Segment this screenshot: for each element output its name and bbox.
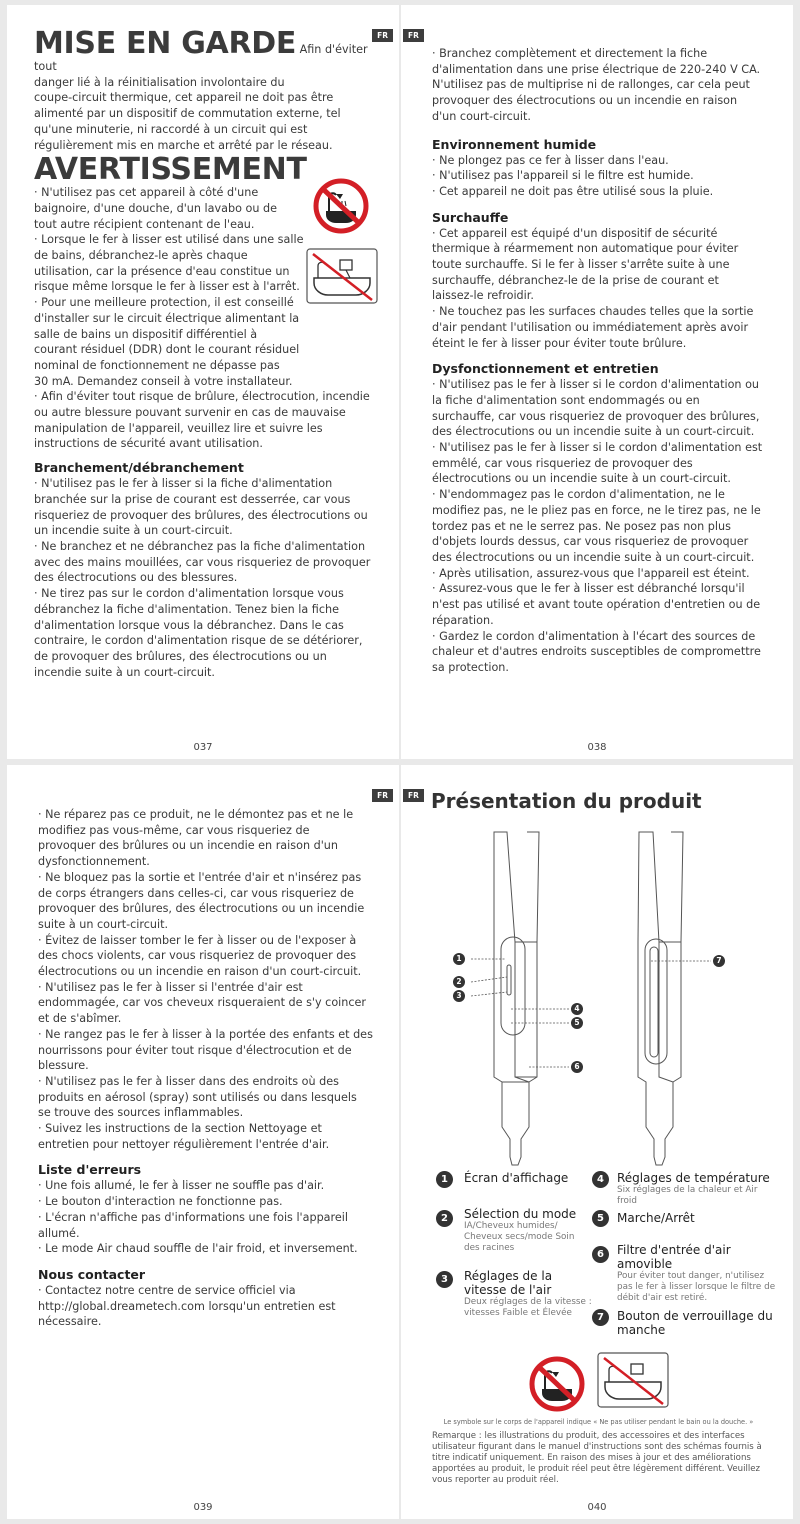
legend-sub: Deux réglages de la vitesse : xyxy=(464,1297,592,1307)
body-line: · N'utilisez pas le fer à lisser dans des endroits où des xyxy=(38,1074,339,1088)
body-line: · Assurez-vous que le fer à lisser est débranché lorsqu'il xyxy=(432,582,745,596)
remark-line: vous reporter au produit réel. xyxy=(432,1475,559,1485)
legend-label: Écran d'affichage xyxy=(464,1171,569,1185)
body-line: d'installer sur le circuit électrique alimentant la xyxy=(34,311,300,325)
body-line: de bains, débranchez-le après chaque xyxy=(34,249,248,263)
nous-contacter-body xyxy=(38,1283,383,1330)
legend-2 xyxy=(464,1207,594,1254)
body-line: · Après utilisation, assurez-vous que l'appareil est éteint. xyxy=(432,566,750,580)
callout-1: 1 xyxy=(453,953,465,965)
body-line: · Évitez de laisser tomber le fer à lisser ou de l'exposer à xyxy=(38,933,357,947)
intro-body xyxy=(432,46,782,125)
body-line: des électrocutions ou un incendie suite à un court-circuit. xyxy=(432,425,755,439)
branchement-title: Branchement/débranchement xyxy=(34,460,244,476)
body-line: · Ne rangez pas le fer à lisser à la portée des enfants et des xyxy=(38,1027,373,1041)
body-line: des électrocutions ou des blessures. xyxy=(34,571,238,585)
dysfonctionnement-title: Dysfonctionnement et entretien xyxy=(432,361,659,377)
body-line: · Suivez les instructions de la section Nettoyage et xyxy=(38,1122,322,1136)
body-line: d'objets lourds dessus, car vous risqueriez de provoquer xyxy=(432,535,749,549)
callout-4: 4 xyxy=(571,1003,583,1015)
body-line: qu'une minuterie, ni raccordé à un circuit qui est xyxy=(34,122,308,136)
body-line: manipulation de l'appareil, veuillez lire et suivre les xyxy=(34,421,323,435)
body-line: et de s'abîmer. xyxy=(38,1012,122,1026)
body-line: éteint le fer à lisser pour éviter toute brûlure. xyxy=(432,336,687,350)
body-line: utilisation, car la présence d'eau constitue un xyxy=(34,264,290,278)
body-line: emmêlé, car vous risqueriez de provoquer des xyxy=(432,456,693,470)
legend-5 xyxy=(617,1211,782,1225)
callout-2: 2 xyxy=(453,976,465,988)
body-line: · Le mode Air chaud souffle de l'air froid, et inversement. xyxy=(38,1242,358,1256)
legend-label: Sélection du mode xyxy=(464,1207,577,1221)
body-line: risque même lorsque le fer à lisser est à l'arrêt. xyxy=(34,280,300,294)
callout-5: 5 xyxy=(571,1017,583,1029)
legend-7 xyxy=(617,1309,782,1337)
body-line: salle de bains un dispositif différentiel à xyxy=(34,327,258,341)
legend-number-4: 4 xyxy=(592,1171,609,1188)
page-number: 037 xyxy=(193,742,213,753)
legend-sub: Cheveux secs/mode Soin xyxy=(464,1232,575,1242)
page-number: 038 xyxy=(587,742,607,753)
body-line: · Lorsque le fer à lisser est utilisé dans une salle xyxy=(34,233,304,247)
body-line: sa protection. xyxy=(432,660,509,674)
legend-6 xyxy=(617,1243,782,1304)
legend-number-7: 7 xyxy=(592,1309,609,1326)
surchauffe-body xyxy=(432,226,782,352)
body-line: suite à un court-circuit. xyxy=(38,917,169,931)
legend-sub: pas le fer à lisser lorsque le filtre de xyxy=(617,1282,776,1292)
legend-number-5: 5 xyxy=(592,1210,609,1227)
branchement-body xyxy=(34,476,379,680)
body-line: baignoire, d'une douche, d'un lavabo ou de xyxy=(34,201,277,215)
body-line: laissez-le refroidir. xyxy=(432,289,534,303)
body-line: réparation. xyxy=(432,613,494,627)
body-line: · Contactez notre centre de service officiel via xyxy=(38,1283,296,1297)
body-line: http://global.dreametech.com lorsqu'un entretien est xyxy=(38,1299,336,1313)
legend-number-1: 1 xyxy=(436,1171,453,1188)
body-line: · Branchez complètement et directement la fiche xyxy=(432,47,708,60)
body-line: de provoquer des brûlures, des électrocutions ou un xyxy=(34,649,327,663)
body-line: n'est pas utilisé et avant toute opération d'entretien ou de xyxy=(432,598,761,612)
surchauffe-title: Surchauffe xyxy=(432,209,509,225)
body-line: · Ne touchez pas les surfaces chaudes telles que la sortie xyxy=(432,305,754,319)
body-line: · Ne plongez pas ce fer à lisser dans l'eau. xyxy=(432,153,669,167)
body-line: · Pour une meilleure protection, il est conseillé xyxy=(34,296,294,310)
callout-6: 6 xyxy=(571,1061,583,1073)
legend-sub: vitesses Faible et Élevée xyxy=(464,1308,572,1318)
body-line: entretien pour nettoyer régulièrement l'entrée d'air. xyxy=(38,1137,330,1151)
body-line: dysfonctionnement. xyxy=(38,855,150,869)
body-line: · N'utilisez pas l'appareil si le filtre est humide. xyxy=(432,169,694,183)
body-line: surchauffe, débranchez-le de la prise de courant et xyxy=(432,273,719,287)
body-line: provoquer des électrocutions ou un incendie en raison xyxy=(432,94,738,108)
body-line: nourrissons pour éviter tout risque d'électrocution et de xyxy=(38,1043,352,1057)
symbol-caption: Le symbole sur le corps de l'appareil indique « Ne pas utiliser pendant le bain ou la douche. » xyxy=(443,1418,754,1426)
body-line: risqueriez de provoquer des brûlures, des électrocutions ou xyxy=(34,508,368,522)
page-number: 040 xyxy=(587,1502,607,1513)
body-line: coupe-circuit thermique, cet appareil ne doit pas être xyxy=(34,91,334,105)
avertissement-title: AVERTISSEMENT xyxy=(34,152,307,188)
body-line: un incendie suite à un court-circuit. xyxy=(34,524,233,538)
page-037-text xyxy=(34,26,379,680)
body-line: des électrocutions ou un incendie suite à un court-circuit. xyxy=(432,550,755,564)
mise-en-garde xyxy=(34,26,379,75)
legend-1 xyxy=(464,1171,594,1185)
legend-label: Réglages de la vitesse de l'air xyxy=(464,1269,553,1297)
language-badge: FR xyxy=(372,29,393,42)
body-line: se trouve des sources inflammables. xyxy=(38,1106,244,1120)
page-title: Présentation du produit xyxy=(431,789,702,813)
page-038 xyxy=(401,5,793,759)
body-line: contraire, le cordon d'alimentation risque de se détériorer, xyxy=(34,634,363,648)
body-line: · N'utilisez pas le fer à lisser si l'entrée d'air est xyxy=(38,980,303,994)
body-line: · Cet appareil ne doit pas être utilisé sous la pluie. xyxy=(432,184,714,198)
legend-label: Bouton de verrouillage du manche xyxy=(617,1309,773,1337)
body-line: toute surchauffe. Si le fer à lisser s'arrête suite à une xyxy=(432,258,730,272)
body-line: ou autre blessure pouvant survenir en cas de mauvaise xyxy=(34,406,346,420)
mise-en-garde-intro: Afin d'éviter tout xyxy=(34,43,368,73)
environnement-title: Environnement humide xyxy=(432,136,597,152)
page-038-text xyxy=(432,46,782,676)
legend-label: Réglages de température xyxy=(617,1171,770,1185)
body-line: · Gardez le cordon d'alimentation à l'écart des sources de xyxy=(432,629,756,643)
language-badge: FR xyxy=(403,789,424,802)
legend-sub: Six réglages de la chaleur et Air xyxy=(617,1185,758,1195)
language-badge: FR xyxy=(403,29,424,42)
body-line: d'alimentation lorsque vous la débranchez. Dans le cas xyxy=(34,618,344,632)
body-line: tout autre récipient contenant de l'eau. xyxy=(34,217,255,231)
body-line: branchée sur la prise de courant est desserrée, car vous xyxy=(34,492,351,506)
body-line: · N'utilisez pas le fer à lisser si le cordon d'alimentation ou xyxy=(432,378,760,392)
dysfonctionnement-body xyxy=(432,377,782,675)
body-line: · Le bouton d'interaction ne fonctionne pas. xyxy=(38,1195,283,1209)
legend-sub: froid xyxy=(617,1196,637,1206)
liste-erreurs-body xyxy=(38,1178,383,1257)
remark-line: utilisateur figurant dans le manuel d'instructions sont des schémas fournis à xyxy=(432,1442,762,1452)
page-040 xyxy=(401,765,793,1519)
body-line: chaleur et d'autres endroits susceptibles de compromettre xyxy=(432,645,761,659)
callout-3: 3 xyxy=(453,990,465,1002)
body-line: incendie suite à un court-circuit. xyxy=(34,665,215,679)
body-line: · Ne bloquez pas la sortie et l'entrée d'air et n'insérez pas xyxy=(38,870,362,884)
body-line: alimenté par un dispositif de commutation externe, tel xyxy=(34,107,341,121)
remark-line: titre indicatif uniquement. En raison des mises à jour et des améliorations xyxy=(432,1453,751,1463)
body-line: · Ne tirez pas sur le cordon d'alimentation lorsque vous xyxy=(34,587,344,601)
no-bath-appliance-icon xyxy=(306,248,378,304)
body-line: N'utilisez pas de multiprise ni de rallonges, car cela peut xyxy=(432,78,750,92)
body-line: d'alimentation dans une prise électrique de 220-240 V CA. xyxy=(432,62,761,76)
legend-sub: des racines xyxy=(464,1243,515,1253)
legend-label: Marche/Arrêt xyxy=(617,1211,695,1225)
body-line: endommagée, car vos cheveux risqueraient de s'y coincer xyxy=(38,996,366,1010)
body-line: électrocutions ou un incendie en raison d'un court-circuit. xyxy=(38,965,362,979)
page-039-text xyxy=(38,807,383,1330)
body-line: modifiez pas, ne le pliez pas en force, ne le tirez pas, ne le xyxy=(432,503,761,517)
legend-4 xyxy=(617,1171,782,1207)
body-line: allumé. xyxy=(38,1226,80,1240)
legend-3 xyxy=(464,1269,594,1319)
page-037 xyxy=(7,5,399,759)
body-line: nominal de fonctionnement ne dépasse pas xyxy=(34,358,280,372)
page-number: 039 xyxy=(193,1502,213,1513)
mise-en-garde-body xyxy=(34,75,379,154)
body-line: d'air pendant l'utilisation ou immédiatement après avoir xyxy=(432,320,749,334)
body-line: la fiche d'alimentation sont endommagés ou en xyxy=(432,393,700,407)
liste-erreurs-title: Liste d'erreurs xyxy=(38,1162,142,1178)
device-front xyxy=(494,832,539,1165)
body-line: avec des mains mouillées, car vous risqueriez de provoquer xyxy=(34,555,371,569)
safety-continued-body xyxy=(38,807,383,1152)
legend-sub: débit d'air est retiré. xyxy=(617,1293,708,1303)
no-shower-icon xyxy=(312,177,370,235)
remark xyxy=(432,1431,777,1486)
legend-number-3: 3 xyxy=(436,1271,453,1288)
legend-number-2: 2 xyxy=(436,1210,453,1227)
environnement-body xyxy=(432,153,782,200)
body-line: électrocutions ou un incendie suite à un court-circuit. xyxy=(432,472,731,486)
body-line: instructions de sécurité avant utilisation. xyxy=(34,437,263,451)
body-line: · N'utilisez pas le fer à lisser si la fiche d'alimentation xyxy=(34,477,333,491)
body-line: tordez pas et ne le serrez pas. Ne posez pas non plus xyxy=(432,519,731,533)
body-line: de corps étrangers dans celles-ci, car vous risqueriez de xyxy=(38,886,354,900)
body-line: thermique à réarmement non automatique pour éviter xyxy=(432,242,739,256)
legend-label: Filtre d'entrée d'air amovible xyxy=(617,1243,731,1271)
no-bath-appliance-icon xyxy=(597,1352,669,1408)
body-line: produits en aérosol (spray) sont utilisés ou dans lesquels xyxy=(38,1090,357,1104)
body-line: · Afin d'éviter tout risque de brûlure, électrocution, incendie xyxy=(34,390,370,404)
body-line: · L'écran n'affiche pas d'informations une fois l'appareil xyxy=(38,1210,348,1224)
remark-line: apportées au produit, le produit réel peut être légèrement différent. Veuillez xyxy=(432,1464,761,1474)
remark-line: Remarque : les illustrations du produit, des accessoires et des interfaces xyxy=(432,1431,745,1441)
callout-7: 7 xyxy=(713,955,725,967)
legend-number-6: 6 xyxy=(592,1246,609,1263)
body-line: débranchez la fiche d'alimentation. Tenez bien la fiche xyxy=(34,602,339,616)
no-shower-icon xyxy=(528,1355,586,1413)
body-line: d'un court-circuit. xyxy=(432,109,531,123)
legend-sub: Pour éviter tout danger, n'utilisez xyxy=(617,1271,765,1281)
body-line: nécessaire. xyxy=(38,1315,102,1329)
body-line: 30 mA. Demandez conseil à votre installateur. xyxy=(34,374,293,388)
page-039 xyxy=(7,765,399,1519)
device-back xyxy=(638,832,683,1165)
body-line: modifiez pas vous-même, car vous risqueriez de xyxy=(38,823,310,837)
language-badge: FR xyxy=(372,789,393,802)
body-line: des chocs violents, car vous risqueriez de provoquer des xyxy=(38,949,357,963)
product-diagram xyxy=(441,827,791,1167)
body-line: provoquer des brûlures ou un incendie en raison d'un xyxy=(38,839,338,853)
body-line: régulièrement mis en marche et arrêté par le réseau. xyxy=(34,138,333,152)
body-line: · N'utilisez pas le fer à lisser si le cordon d'alimentation est xyxy=(432,441,763,455)
mise-en-garde-title: MISE EN GARDE xyxy=(34,26,297,61)
legend-sub: IA/Cheveux humides/ xyxy=(464,1221,558,1231)
body-line: · N'endommagez pas le cordon d'alimentation, ne le xyxy=(432,488,725,502)
nous-contacter-title: Nous contacter xyxy=(38,1266,146,1282)
body-line: blessure. xyxy=(38,1059,89,1073)
body-line: · Cet appareil est équipé d'un dispositif de sécurité xyxy=(432,226,718,240)
body-line: · Une fois allumé, le fer à lisser ne souffle pas d'air. xyxy=(38,1179,325,1193)
body-line: · Ne branchez et ne débranchez pas la fiche d'alimentation xyxy=(34,539,366,553)
body-line: · Ne réparez pas ce produit, ne le démontez pas et ne le xyxy=(38,808,354,821)
body-line: courant résiduel (DDR) dont le courant résiduel xyxy=(34,343,300,357)
body-line: danger lié à la réinitialisation involontaire du xyxy=(34,75,285,89)
body-line: surchauffe, car vous risqueriez de provoquer des brûlures, xyxy=(432,409,760,423)
body-line: provoquer des brûlures, des électrocutions ou un incendie xyxy=(38,902,365,916)
body-line: · N'utilisez pas cet appareil à côté d'une xyxy=(34,186,259,200)
